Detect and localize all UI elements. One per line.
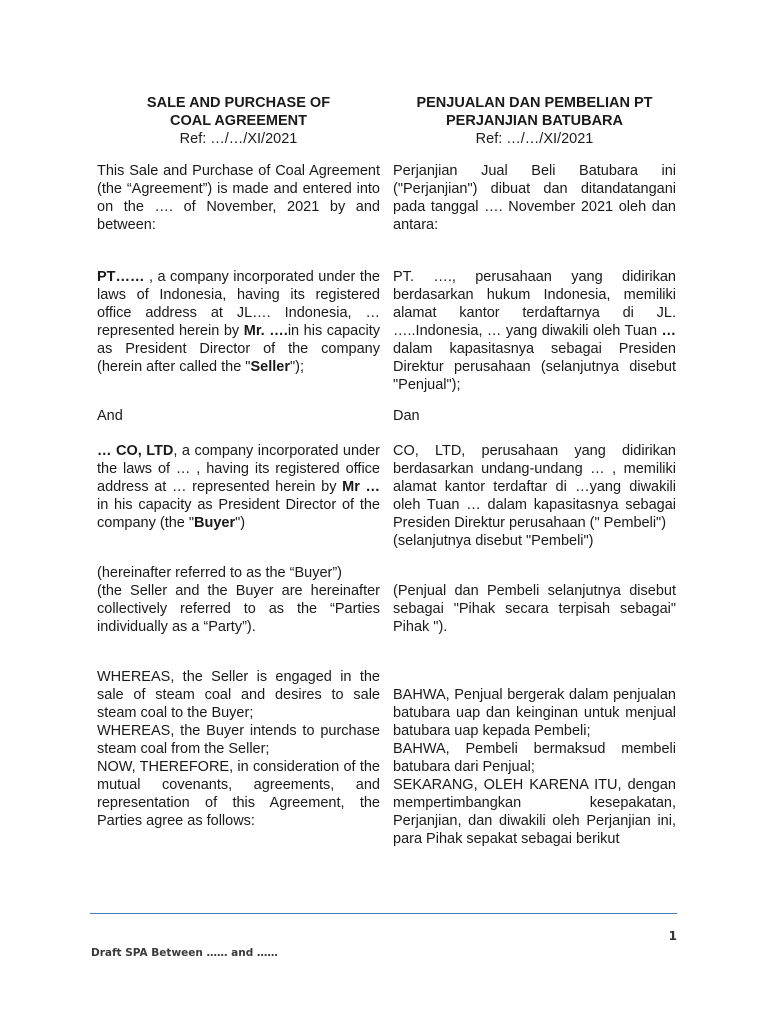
indonesian-buyer-paragraph [393, 442, 676, 550]
now-therefore: NOW, THEREFORE, in consideration of the mutual covenants, agreements, and representation of this Agreement, the Parties agree as follows: [97, 759, 380, 829]
seller-text-2: in his capacity as President Director of the company (herein after called the " [97, 323, 380, 375]
english-and-label: And [97, 408, 123, 424]
buyer-text-2: in his capacity as President Director of the company (the " [97, 497, 380, 531]
english-title-line-1: SALE AND PURCHASE OF [146, 95, 331, 111]
hereinafter-buyer-line: (hereinafter referred to as the “Buyer”) [97, 565, 342, 581]
english-recitals [97, 668, 380, 830]
indonesian-dan-label: Dan [393, 408, 420, 424]
seller-text-3: "); [289, 359, 304, 375]
whereas-buyer: WHEREAS, the Buyer intends to purchase steam coal from the Seller; [97, 723, 380, 757]
seller-text-1: , a company incorporated under the laws of Indonesia, having its registered office address at JL…. Indonesia, … represented herein by [97, 269, 380, 339]
english-intro-paragraph: This Sale and Purchase of Coal Agreement (the “Agreement”) is made and entered into on the …. of November, 2021 by and between: [97, 163, 380, 233]
indonesian-intro-paragraph: Perjanjian Jual Beli Batubara ini ("Perjanjian") dibuat dan ditandatangani pada tanggal …. November 2021 oleh dan antara: [393, 163, 676, 233]
buyer-text-1: , a company incorporated under the laws of … , having its registered office address at … represented herein by [97, 443, 380, 495]
sekarang-oleh-karena-itu: SEKARANG, OLEH KARENA ITU, dengan mempertimbangkan kesepakatan, Perjanjian, dan diwakili oleh Perjanjian ini, para Pihak sepakat sebagai berikut [393, 777, 676, 847]
buyer-name: … CO, LTD [97, 443, 174, 459]
bahwa-pembeli: BAHWA, Pembeli bermaksud membeli batubara dari Penjual; [393, 741, 676, 775]
english-reference: Ref: …/…/XI/2021 [179, 131, 298, 147]
indonesian-recitals [393, 686, 676, 848]
penjual-text-2: dalam kapasitasnya sebagai Presiden Direktur perusahaan (selanjutnya disebut "Penjual"); [393, 341, 676, 393]
selanjutnya-pembeli: (selanjutnya disebut "Pembeli") [393, 533, 594, 549]
indonesian-title-line-1: PENJUALAN DAN PEMBELIAN PT [416, 95, 653, 111]
penjual-text-1: PT. …., perusahaan yang didirikan berdasarkan hukum Indonesia, memiliki alamat kantor terdaftarnya di JL. …..Indonesia, … yang diwakili oleh Tuan [393, 269, 676, 339]
penjual-representative: … [661, 323, 676, 339]
page-number: 1 [668, 929, 677, 943]
english-seller-paragraph [97, 268, 380, 376]
buyer-representative: Mr … [342, 479, 381, 495]
english-column [97, 94, 381, 829]
english-title-line-2: COAL AGREEMENT [170, 113, 307, 129]
whereas-seller: WHEREAS, the Seller is engaged in the sale of steam coal and desires to sale steam coal to the Buyer; [97, 669, 380, 721]
indonesian-reference: Ref: …/…/XI/2021 [475, 131, 594, 147]
footer-draft-label: Draft SPA Between …… and …… [91, 947, 278, 959]
indonesian-pihak-paragraph: (Penjual dan Pembeli selanjutnya disebut sebagai "Pihak secara terpisah sebagai" Pihak "). [393, 583, 676, 635]
seller-role: Seller [250, 359, 290, 375]
buyer-text-3: ") [235, 515, 246, 531]
bahwa-penjual: BAHWA, Penjual bergerak dalam penjualan batubara uap dan keinginan untuk menjual batubara uap kepada Pembeli; [393, 687, 676, 739]
english-parties-paragraph [97, 564, 380, 636]
english-buyer-paragraph [97, 442, 380, 532]
buyer-role: Buyer [194, 515, 236, 531]
seller-name: PT…… [97, 269, 145, 285]
pembeli-paragraph: CO, LTD, perusahaan yang didirikan berdasarkan undang-undang … , memiliki alamat kantor terdaftar di …yang diwakili oleh Tuan … dalam kapasitasnya sebagai Presiden Direktur perusahaan (" Pembeli") [393, 443, 676, 531]
seller-representative: Mr. …. [243, 323, 288, 339]
indonesian-seller-paragraph [393, 268, 676, 394]
footer-divider [90, 913, 677, 914]
parties-definition: (the Seller and the Buyer are hereinafter collectively referred to as the “Parties individually as a “Party”). [97, 583, 380, 635]
indonesian-column [393, 94, 676, 847]
indonesian-title-line-2: PERJANJIAN BATUBARA [446, 113, 623, 129]
